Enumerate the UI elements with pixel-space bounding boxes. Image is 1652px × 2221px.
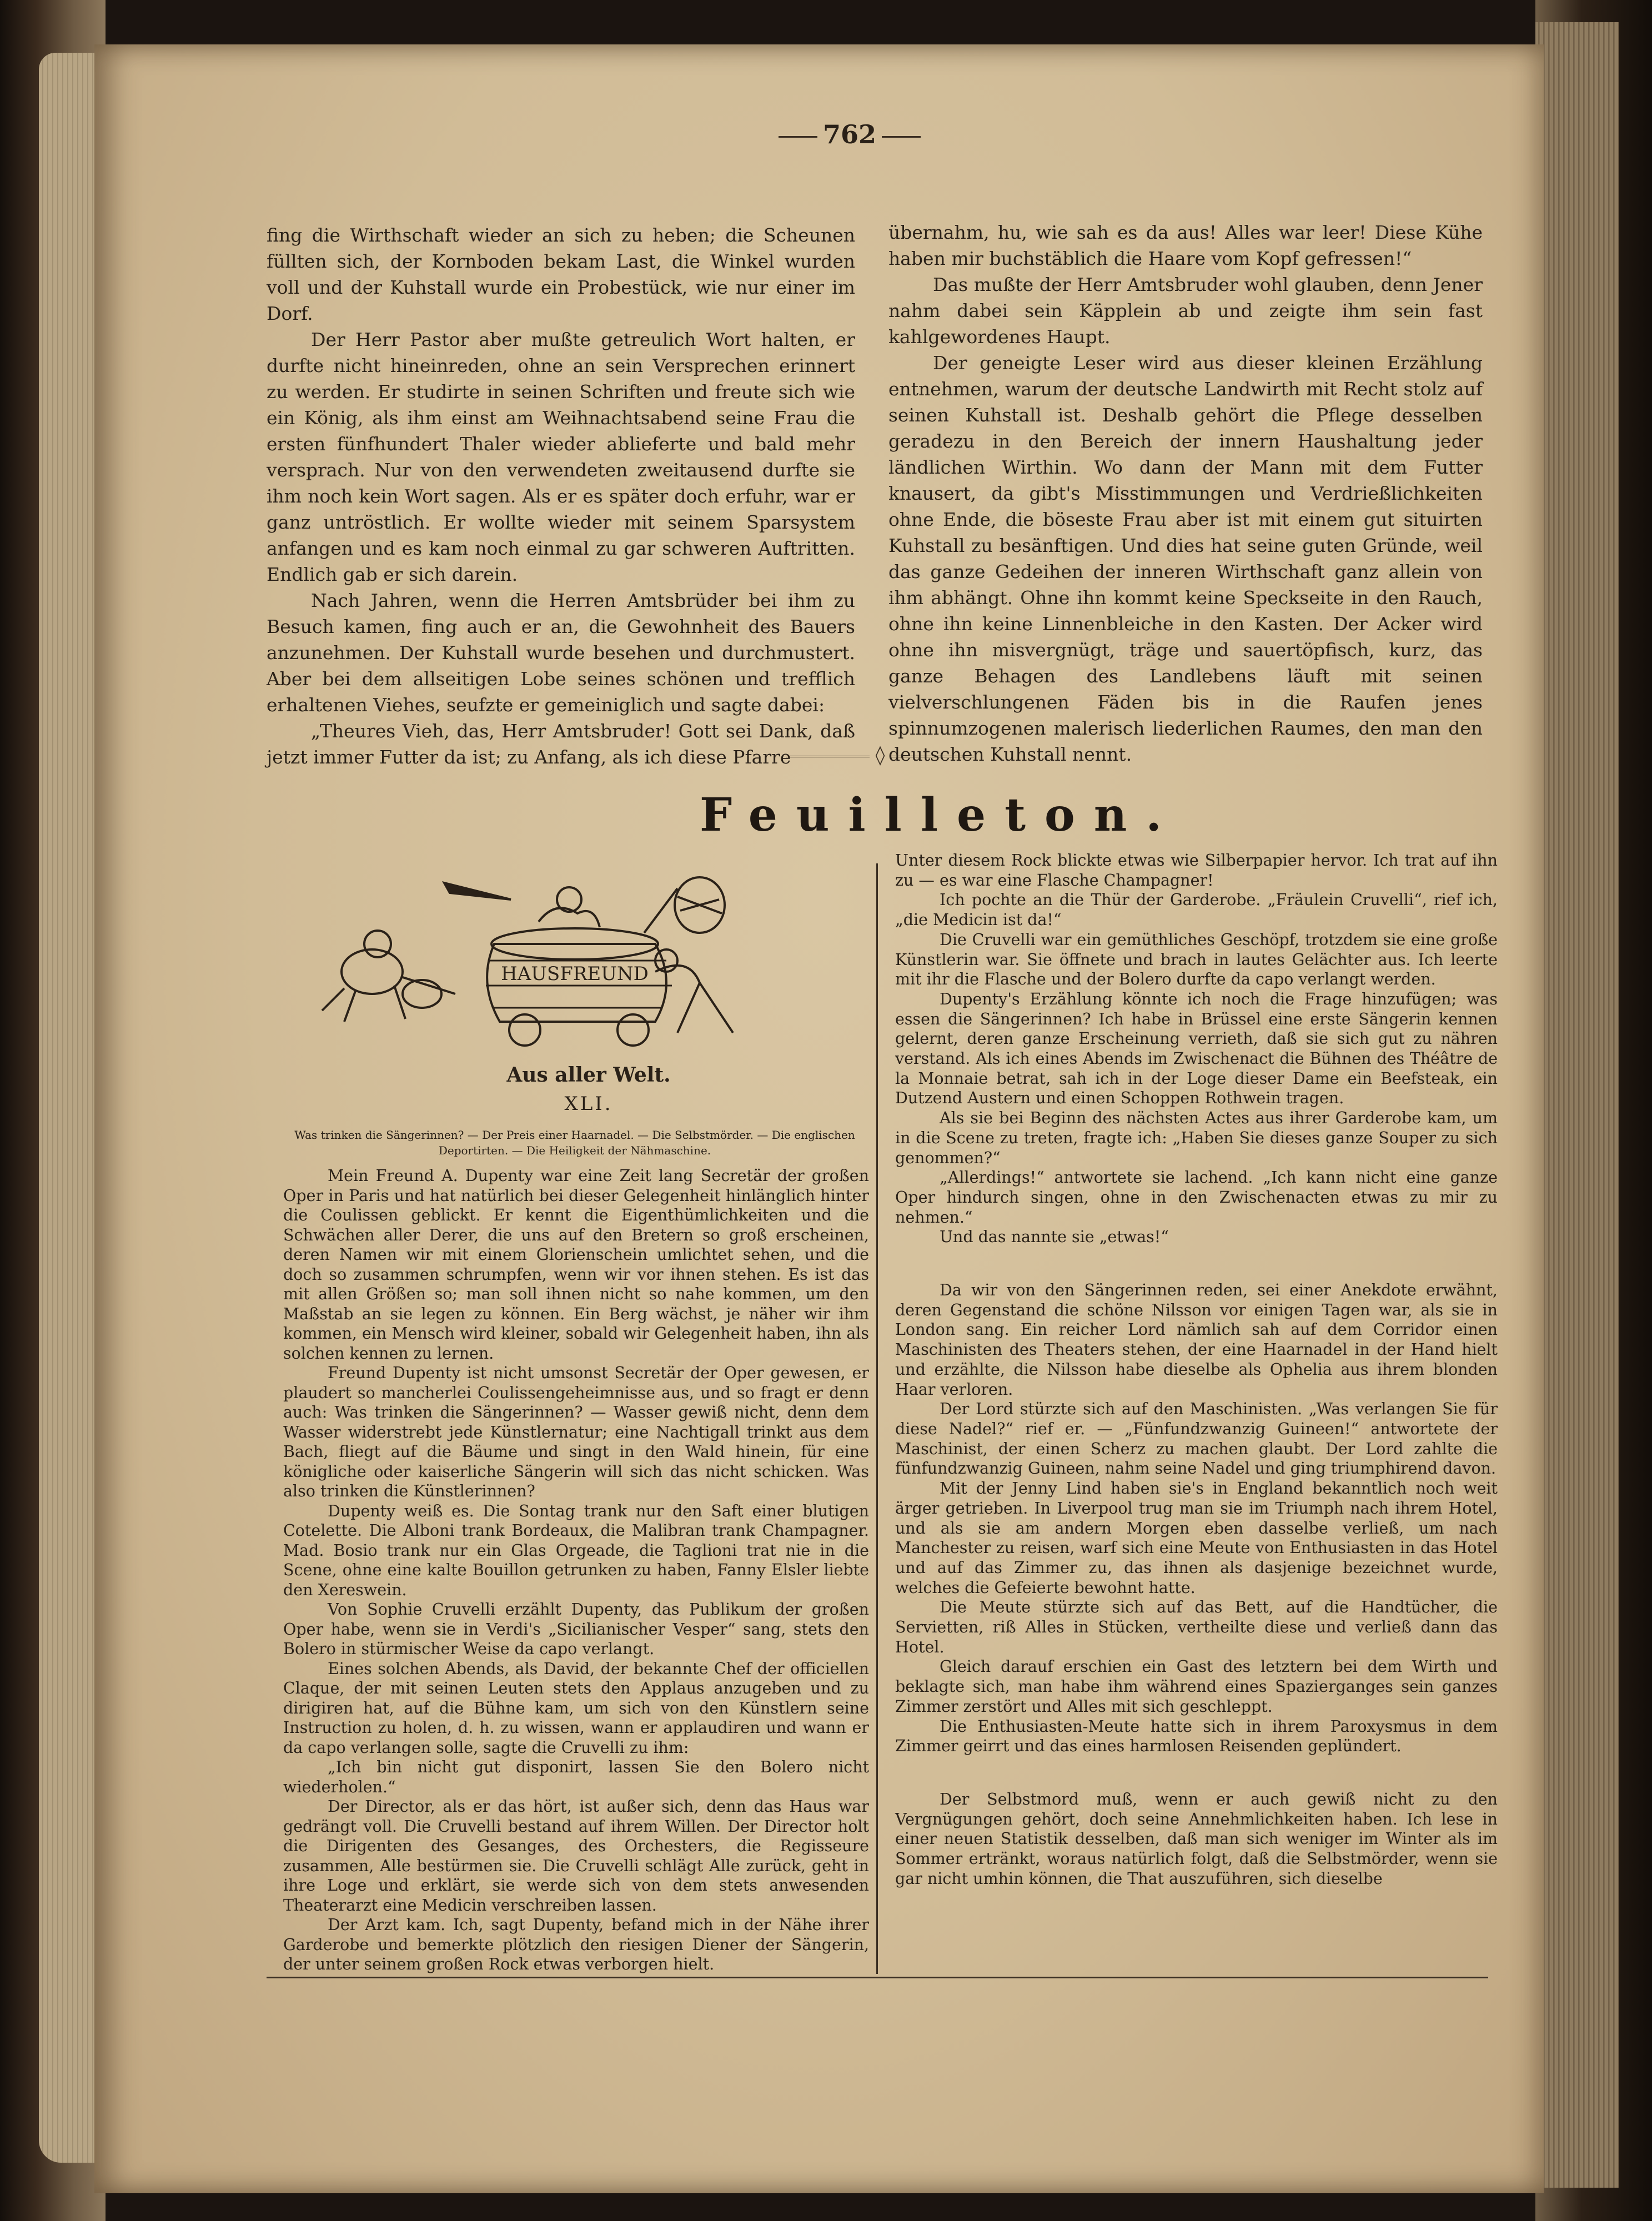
section-number: XLI. — [564, 1093, 613, 1115]
paragraph: „Allerdings!“ antwortete sie lachend. „Ich kann nicht eine ganze Oper hindurch singen, ohne in den Zwischenacten etwas zu mir zu nehmen.“ — [895, 1168, 1498, 1227]
section-title: Aus aller Welt. — [506, 1063, 671, 1087]
section-summary: Was trinken die Sängerinnen? — Der Preis einer Haarnadel. — Die Selbstmörder. — Die englischen Deportirten. — Die Heiligkeit der Nähmaschine. — [294, 1128, 855, 1157]
paragraph: Der Lord stürzte sich auf den Maschinisten. „Was verlangen Sie für diese Nadel?“ rief er. — „Fünfundzwanzig Guineen!“ antwortete der Maschinist, der einen Scherz zu machen glaubt. Der Lord zahlte die fünfundzwanzig Guineen, nahm seine Nadel und ging triumphirend davon. — [895, 1400, 1498, 1478]
paragraph: Eines solchen Abends, als David, der bekannte Chef der officiellen Claque, der mit seinen Leuten stets den Applaus anzugeben und zu dirigiren hat, auf die Bühne kam, um sich von den Künstlern seine Instruction zu holen, d. h. zu wissen, wann er applaudiren und wann er da capo verlangen solle, sagte die Cruvelli zu ihm: — [283, 1659, 869, 1757]
top-right-column — [888, 219, 1483, 767]
hausfreund-label: HAUSFREUND — [501, 963, 649, 985]
spacer — [895, 1756, 1498, 1790]
paragraph: Das mußte der Herr Amtsbruder wohl glauben, denn Jener nahm dabei sein Käpplein ab und zeigte ihm sein fast kahlgewordenes Haupt. — [888, 274, 1483, 348]
paragraph: Unter diesem Rock blickte etwas wie Silberpapier hervor. Ich trat auf ihn zu — es war eine Flasche Champagner! — [895, 851, 1498, 890]
bottom-rule — [267, 1977, 1488, 1978]
page-number: 762 — [744, 119, 955, 149]
spacer — [895, 1247, 1498, 1280]
paragraph: Dupenty weiß es. Die Sontag trank nur den Saft einer blutigen Cotelette. Die Alboni trank Bordeaux, die Malibran trank Champagner. Mad. Bosio trank nur ein Glas Orgeade, die Taglioni trat nie in die Scene, ohne eine kalte Bouillon getrunken zu haben, Fanny Elsler liebte den Xereswein. — [283, 1501, 869, 1599]
paragraph: Die Meute stürzte sich auf das Bett, auf die Handtücher, die Servietten, riß Alles in Stücken, vertheilte diese und verließ dann das Hotel. — [895, 1598, 1498, 1656]
column-divider — [876, 863, 878, 1974]
right-page-edges — [1535, 22, 1619, 2188]
paragraph: Mein Freund A. Dupenty war eine Zeit lang Secretär der großen Oper in Paris und hat natürlich bei dieser Gelegenheit hinlänglich hinter die Coulissen geblickt. Er kennt die Eigenthümlichkeiten und die Schwächen aller Derer, die uns auf den Bretern so groß erscheinen, deren Namen wir mit einem Glorienschein umlichtet sehen, und die doch so zusammen schrumpfen, wenn wir vor ihnen stehen. Es ist das mit allen Größen so; man soll ihnen nicht so nahe kommen, um den Maßstab an sie legen zu können. Ein Berg wächst, je näher wir ihm kommen, ein Mensch wird kleiner, sobald wir Gelegenheit haben, ihn als solchen kennen zu lernen. — [283, 1167, 869, 1363]
paragraph: Dupenty's Erzählung könnte ich noch die Frage hinzufügen; was essen die Sängerinnen? Ich habe in Brüssel eine erste Sängerin kennen gelernt, deren ganze Erscheinung verrieth, daß sie sich gut zu nähren verstand. Als ich eines Abends im Zwischenact die Bühnen des Théâtre de la Monnaie betrat, sah ich in der Loge dieser Dame ein Beefsteak, ein Dutzend Austern und einen Schoppen Rothwein tragen. — [895, 989, 1498, 1108]
feuilleton-heading: Feuilleton. — [700, 788, 1181, 842]
top-left-column — [267, 222, 855, 770]
paragraph: Die Cruvelli war ein gemüthliches Geschöpf, trotzdem sie eine große Künstlerin war. Sie öffnete und brach in lautes Gelächter aus. Ich leerte mit ihr die Flasche und der Bolero durfte da capo verlangt werden. — [895, 930, 1498, 989]
ornament-separator: ◊ — [766, 744, 994, 766]
paragraph: Und das nannte sie „etwas!“ — [940, 1228, 1169, 1247]
paragraph: Mit der Jenny Lind haben sie's in England bekanntlich noch weit ärger getrieben. In Liverpool trug man sie im Triumph nach ihrem Hotel, und als sie am andern Morgen eben dasselbe verließ, um nach Manchester zu reisen, warf sich eine Meute von Enthusiasten in das Hotel und auf das Zimmer zu, das ihnen als dasjenige bezeichnet wurde, welches die Gefeierte bewohnt hatte. — [895, 1479, 1498, 1597]
paragraph: Der Selbstmord muß, wenn er auch gewiß nicht zu den Vergnügungen gehört, doch seine Annehmlichkeiten haben. Ich lese in einer neuen Statistik desselben, daß man sich weniger im Winter als im Sommer ertränkt, woraus natürlich folgt, daß die Selbstmörder, wenn sie gar nicht umhin können, die That auszuführen, sich dieselbe — [895, 1790, 1498, 1888]
hausfreund-illustration — [311, 866, 822, 1049]
paragraph: Ich pochte an die Thür der Garderobe. „Fräulein Cruvelli“, rief ich, „die Medicin ist da!“ — [895, 891, 1498, 929]
paragraph: „Ich bin nicht gut disponirt, lassen Sie den Bolero nicht wiederholen.“ — [283, 1758, 869, 1796]
paragraph: Als sie bei Beginn des nächsten Actes aus ihrer Garderobe kam, um in die Scene zu treten, fragte ich: „Haben Sie dieses ganze Souper zu sich genommen?“ — [895, 1109, 1498, 1167]
paragraph: Freund Dupenty ist nicht umsonst Secretär der Oper gewesen, er plaudert so mancherlei Coulissengeheimnisse aus, und so fragt er denn auch: Was trinken die Sängerinnen? — Wasser gewiß nicht, denn dem Wasser widerstrebt jede Künstlernatur; eine Nachtigall trinkt aus dem Bach, fliegt auf die Bäume und singt in den Wald hinein, für eine königliche oder kaiserliche Sängerin will sich das nicht schicken. Was also trinken die Künstlerinnen? — [283, 1364, 869, 1500]
paragraph: Der geneigte Leser wird aus dieser kleinen Erzählung entnehmen, warum der deutsche Landwirth mit Recht stolz auf seinen Kuhstall ist. Deshalb gehört die Pflege desselben geradezu in den Bereich der innern Haushaltung jeder ländlichen Wirthin. Wo dann der Mann mit dem Futter knausert, da gibt's Misstimmungen und Verdrießlichkeiten ohne Ende, die böseste Frau aber ist mit einem gut situirten Kuhstall zu besänftigen. Und dies hat seine guten Gründe, weil das ganze Gedeihen der inneren Wirthschaft ganz allein von ihm abhängt. Ohne ihn kommt keine Speckseite in den Rauch, ohne ihn keine Linnenbleiche in den Kasten. Der Acker wird ohne ihn misvergnügt, träge und sauertöpfisch, kurz, das ganze Behagen des Landlebens läuft mit seinen vielverschlungenen Fäden bis in die Raufen jenes spinnumzogenen malerisch liederlichen Raumes, den man den deutschen Kuhstall nennt. — [888, 352, 1483, 765]
paragraph: Der Director, als er das hört, ist außer sich, denn das Haus war gedrängt voll. Die Cruvelli bestand auf ihrem Willen. Der Director holt die Dirigenten des Gesanges, des Orchesters, die Regisseure zusammen, Alle bestürmen sie. Die Cruvelli schlägt Alle zurück, geht in ihre Loge und erklärt, sie werde sich von dem stets anwesenden Theaterarzt eine Medicin verschreiben lassen. — [283, 1797, 869, 1915]
paragraph: Nach Jahren, wenn die Herren Amtsbrüder bei ihm zu Besuch kamen, fing auch er an, die Gewohnheit des Bauers anzunehmen. Der Kuhstall wurde besehen und durchmustert. Aber bei dem allseitigen Lobe seines schönen und trefflich erhaltenen Viehes, seufzte er gemeiniglich und sagte dabei: — [267, 590, 855, 716]
paragraph: Gleich darauf erschien ein Gast des letztern bei dem Wirth und beklagte sich, man habe ihm während eines Spazierganges sein ganzes Zimmer zerstört und Alles mit sich geschleppt. — [895, 1657, 1498, 1716]
bottom-right-column — [895, 851, 1498, 1888]
paragraph: Der Herr Pastor aber mußte getreulich Wort halten, er durfte nicht hineinreden, ohne an sein Versprechen erinnert zu werden. Er studirte in seinen Schriften und freute sich wie ein König, als ihm einst am Weihnachtsabend seine Frau die ersten fünfhundert Thaler wieder ablieferte und bald mehr versprach. Nur von den verwendeten zweitausend durfte sie ihm noch kein Wort sagen. Als er es später doch erfuhr, war er ganz untröstlich. Er wollte wieder mit seinem Sparsystem anfangen und es kam noch einmal zu gar schweren Auftritten. Endlich gab er sich darein. — [267, 329, 855, 585]
paragraph: Von Sophie Cruvelli erzählt Dupenty, das Publikum der großen Oper habe, wenn sie in Verdi's „Sicilianischer Vesper“ sang, stets den Bolero in stürmischer Weise da capo verlangt. — [283, 1600, 869, 1658]
bottom-left-column — [283, 1166, 869, 1974]
paragraph: Der Arzt kam. Ich, sagt Dupenty, befand mich in der Nähe ihrer Garderobe und bemerkte plötzlich den riesigen Diener der Sängerin, der unter seinem großen Rock etwas verborgen hielt. — [283, 1916, 869, 1973]
paragraph: fing die Wirthschaft wieder an sich zu heben; die Scheunen füllten sich, der Kornboden bekam Last, die Winkel wurden voll und der Kuhstall wurde ein Probestück, wie nur einer im Dorf. — [267, 224, 855, 324]
paragraph: Da wir von den Sängerinnen reden, sei einer Anekdote erwähnt, deren Gegenstand die schöne Nilsson vor einigen Tagen war, als sie in London sang. Ein reicher Lord nämlich sah auf dem Corridor einen Maschinisten des Theaters stehen, der eine Haarnadel in der Hand hielt und erzählte, die Nilsson habe dieselbe als Ophelia aus ihrem blonden Haar verloren. — [895, 1281, 1498, 1399]
paragraph: „Theures Vieh, das, Herr Amtsbruder! Gott sei Dank, daß jetzt immer Futter da ist; zu Anfang, als ich diese Pfarre — [267, 720, 855, 768]
paragraph: übernahm, hu, wie sah es da aus! Alles war leer! Diese Kühe haben mir buchstäblich die Haare vom Kopf gefressen!“ — [888, 222, 1483, 269]
paragraph: Die Enthusiasten-Meute hatte sich in ihrem Paroxysmus in dem Zimmer geirrt und das eines harmlosen Reisenden geplündert. — [895, 1717, 1498, 1756]
